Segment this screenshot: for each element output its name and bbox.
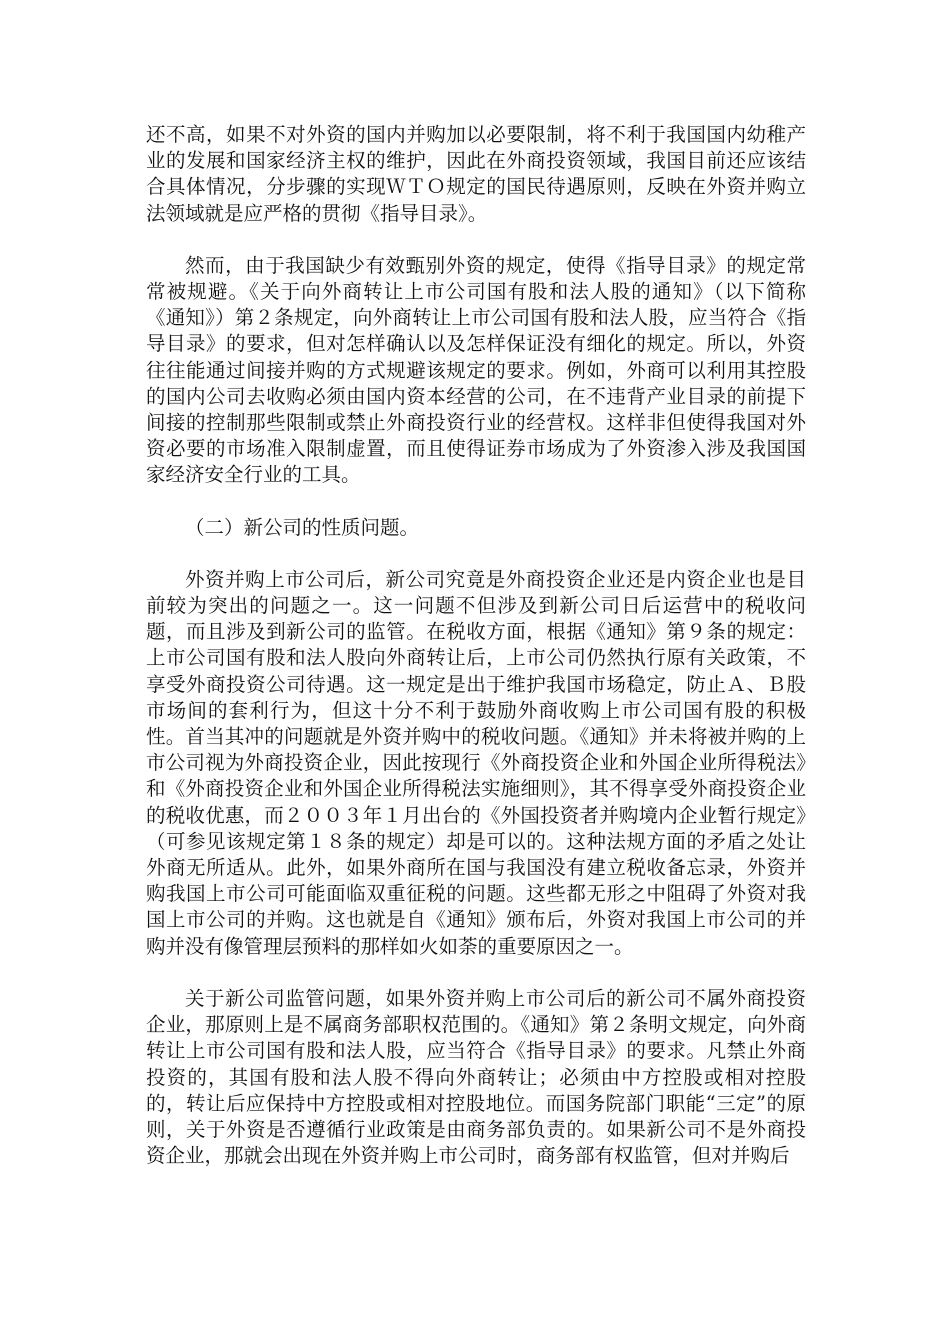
paragraph-tax-issue: 外资并购上市公司后，新公司究竟是外商投资企业还是内资企业也是目前较为突出的问题之一。这一问题不但涉及到新公司日后运营中的税收问题，而且涉及到新公司的监管。在税收方面，根据《通知》第９条的规定：上市公司国有股和法人股向外商转让后，上市公司仍然执行原有关政策，不享受外商投资公司待遇。这一规定是出于维护我国市场稳定，防止Ａ、Ｂ股市场间的套利行为，但这十分不利于鼓励外商收购上市公司国有股的积极性。首当其冲的问题就是外资并购中的税收问题。《通知》并未将被并购的上市公司视为外商投资企业，因此按现行《外商投资企业和外国企业所得税法》和《外商投资企业和外国企业所得税法实施细则》，其不得享受外商投资企业的税收优惠，而２００３年１月出台的《外国投资者并购境内企业暂行规定》（可参见该规定第１８条的规定）却是可以的。这种法规方面的矛盾之处让外商无所适从。此外，如果外商所在国与我国没有建立税收备忘录，外资并购我国上市公司可能面临双重征税的问题。这些都无形之中阻碍了外资对我国上市公司的并购。这也就是自《通知》颁布后，外资对我国上市公司的并购并没有像管理层预料的那样如火如荼的重要原因之一。 [146, 567, 806, 958]
paragraph-supervision-issue: 关于新公司监管问题，如果外资并购上市公司后的新公司不属外商投资企业，那原则上是不属商务部职权范围的。《通知》第２条明文规定，向外商转让上市公司国有股和法人股，应当符合《指导目录》的要求。凡禁止外商投资的，其国有股和法人股不得向外商转让；必须由中方控股或相对控股的，转让后应保持中方控股或相对控股地位。而国务院部门职能“三定”的原则，关于外资是否遵循行业政策是由商务部负责的。如果新公司不是外商投资企业，那就会出现在外资并购上市公司时，商务部有权监管，但对并购后 [146, 986, 806, 1168]
section-heading-new-company-nature: （二）新公司的性质问题。 [185, 515, 420, 539]
document-body [146, 122, 806, 1195]
paragraph-evasion: 然而，由于我国缺少有效甄别外资的规定，使得《指导目录》的规定常常被规避。《关于向外商转让上市公司国有股和法人股的通知》（以下简称《通知》）第２条规定，向外商转让上市公司国有股和法人股，应当符合《指导目录》的要求，但对怎样确认以及怎样保证没有细化的规定。所以，外资往往能通过间接并购的方式规避该规定的要求。例如，外商可以利用其控股的国内公司去收购必须由国内资本经营的公司，在不违背产业目录的前提下间接的控制那些限制或禁止外商投资行业的经营权。这样非但使得我国对外资必要的市场准入限制虚置，而且使得证券市场成为了外资渗入涉及我国国家经济安全行业的工具。 [146, 253, 806, 487]
paragraph-continuation: 还不高，如果不对外资的国内并购加以必要限制，将不利于我国国内幼稚产业的发展和国家经济主权的维护，因此在外商投资领域，我国目前还应该结合具体情况，分步骤的实现ＷＴＯ规定的国民待遇原则，反映在外资并购立法领域就是应严格的贯彻《指导目录》。 [146, 123, 806, 225]
